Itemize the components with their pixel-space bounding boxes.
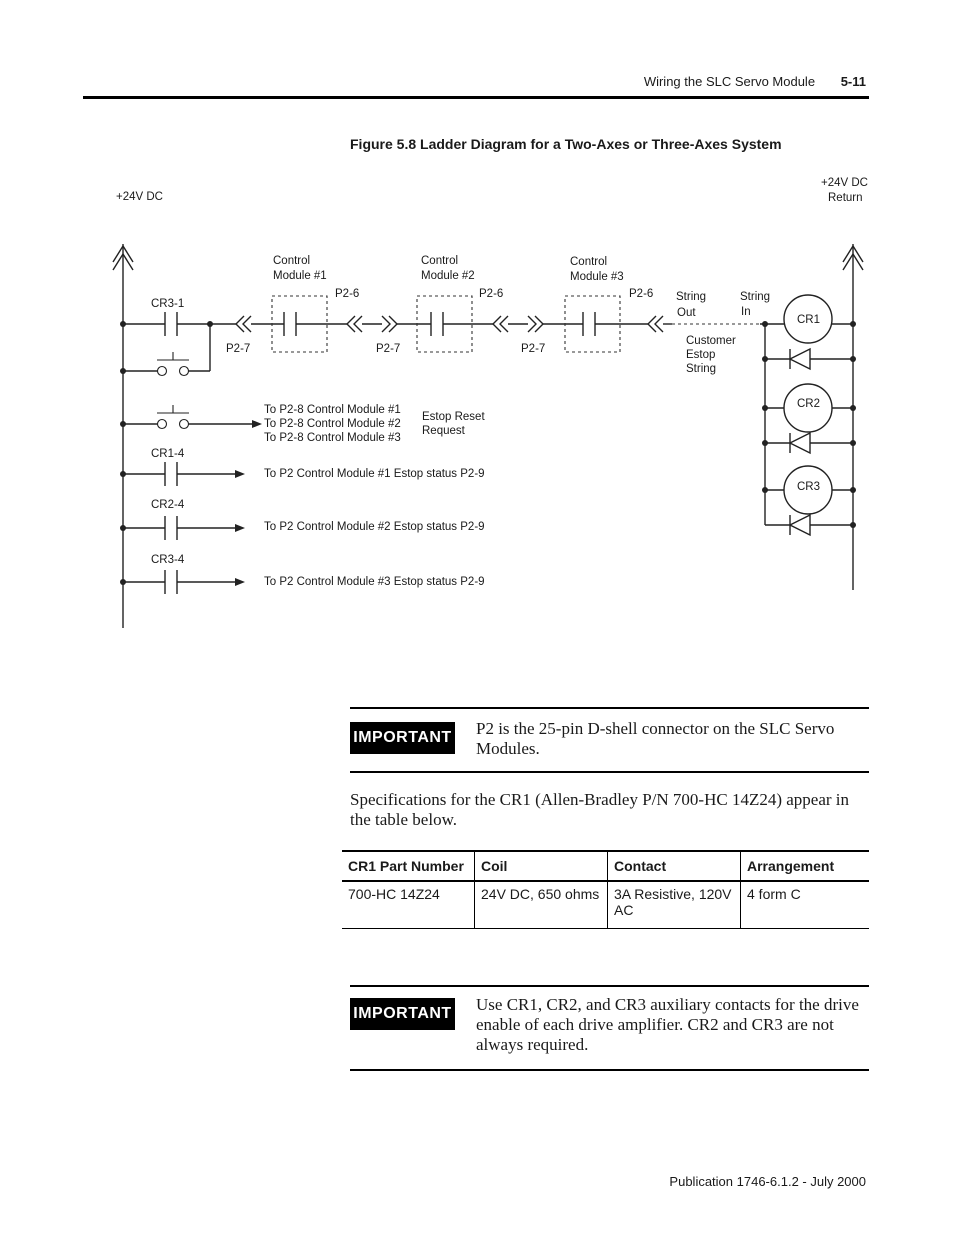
- svg-text:Module #3: Module #3: [570, 271, 624, 283]
- col-header: CR1 Part Number: [342, 851, 475, 881]
- svg-text:CR2: CR2: [797, 398, 821, 410]
- label-24v-right: +24V DC: [821, 177, 868, 189]
- svg-text:Out: Out: [677, 307, 696, 319]
- important-note-2: [350, 985, 869, 1071]
- table-cell: 700-HC 14Z24: [342, 881, 475, 929]
- svg-text:Estop Reset: Estop Reset: [422, 411, 485, 423]
- svg-text:P2-7: P2-7: [226, 343, 251, 355]
- svg-text:CR3-4: CR3-4: [151, 554, 185, 566]
- svg-text:CR1: CR1: [797, 314, 821, 326]
- svg-text:String: String: [740, 291, 771, 303]
- svg-text:Request: Request: [422, 425, 465, 437]
- svg-text:Control: Control: [570, 256, 608, 268]
- important-badge: IMPORTANT: [350, 998, 455, 1030]
- label-return: Return: [828, 192, 863, 204]
- svg-text:To P2 Control Module #3 Estop: To P2 Control Module #3 Estop status P2-9: [264, 576, 485, 588]
- table-header-row: [342, 851, 869, 881]
- svg-text:CR1-4: CR1-4: [151, 448, 185, 460]
- svg-text:Control: Control: [421, 255, 459, 267]
- table-cell: 24V DC, 650 ohms: [475, 881, 608, 929]
- svg-text:String: String: [676, 291, 707, 303]
- publication-footer: Publication 1746-6.1.2 - July 2000: [669, 1174, 866, 1189]
- svg-text:P2-7: P2-7: [521, 343, 546, 355]
- svg-text:Module #2: Module #2: [421, 270, 475, 282]
- svg-text:CR2-4: CR2-4: [151, 499, 185, 511]
- svg-text:Module #1: Module #1: [273, 270, 327, 282]
- important-note-1: [350, 707, 869, 773]
- diode-1: [790, 349, 810, 369]
- figure-caption: Figure 5.8 Ladder Diagram for a Two-Axes or Three-Axes System: [350, 136, 782, 152]
- section-title: Wiring the SLC Servo Module: [643, 74, 816, 89]
- table-cell: 4 form C: [741, 881, 870, 929]
- label-24v-left: +24V DC: [116, 191, 163, 203]
- svg-text:P2-7: P2-7: [376, 343, 401, 355]
- col-header: Coil: [475, 851, 608, 881]
- table-row: [342, 881, 869, 929]
- diode-2: [790, 433, 810, 453]
- diode-3: [790, 515, 810, 535]
- svg-text:CR3: CR3: [797, 481, 821, 493]
- svg-text:To P2-8 Control Module #2: To P2-8 Control Module #2: [264, 418, 401, 430]
- svg-text:P2-6: P2-6: [335, 288, 360, 300]
- svg-text:To P2-8 Control Module #1: To P2-8 Control Module #1: [264, 404, 401, 416]
- col-header: Arrangement: [741, 851, 870, 881]
- important-badge: IMPORTANT: [350, 722, 455, 754]
- cr1-spec-table: [342, 850, 869, 929]
- svg-text:To P2 Control Module #2 Estop: To P2 Control Module #2 Estop status P2-9: [264, 521, 485, 533]
- col-header: Contact: [608, 851, 741, 881]
- label-cr3-1: CR3-1: [151, 298, 185, 310]
- svg-text:To P2-8 Control Module #3: To P2-8 Control Module #3: [264, 432, 401, 444]
- table-cell: 3A Resistive, 120V AC: [608, 881, 741, 929]
- page-number: 5-11: [840, 74, 866, 89]
- important-text: P2 is the 25-pin D-shell connector on the SLC Servo Modules.: [476, 719, 835, 758]
- svg-text:String: String: [686, 363, 717, 375]
- svg-text:To P2 Control Module #1 Estop: To P2 Control Module #1 Estop status P2-9: [264, 468, 485, 480]
- svg-text:P2-6: P2-6: [629, 288, 654, 300]
- svg-text:In: In: [741, 306, 751, 318]
- intro-paragraph: Specifications for the CR1 (Allen-Bradley P/N 700-HC 14Z24) appear in the table below.: [350, 790, 850, 829]
- svg-text:Customer: Customer: [686, 335, 736, 347]
- svg-text:Estop: Estop: [686, 349, 716, 361]
- svg-text:P2-6: P2-6: [479, 288, 504, 300]
- important-text: Use CR1, CR2, and CR3 auxiliary contacts for the drive enable of each drive amplifier. CR2 and CR3 are not always required.: [476, 995, 859, 1054]
- svg-text:Control: Control: [273, 255, 311, 267]
